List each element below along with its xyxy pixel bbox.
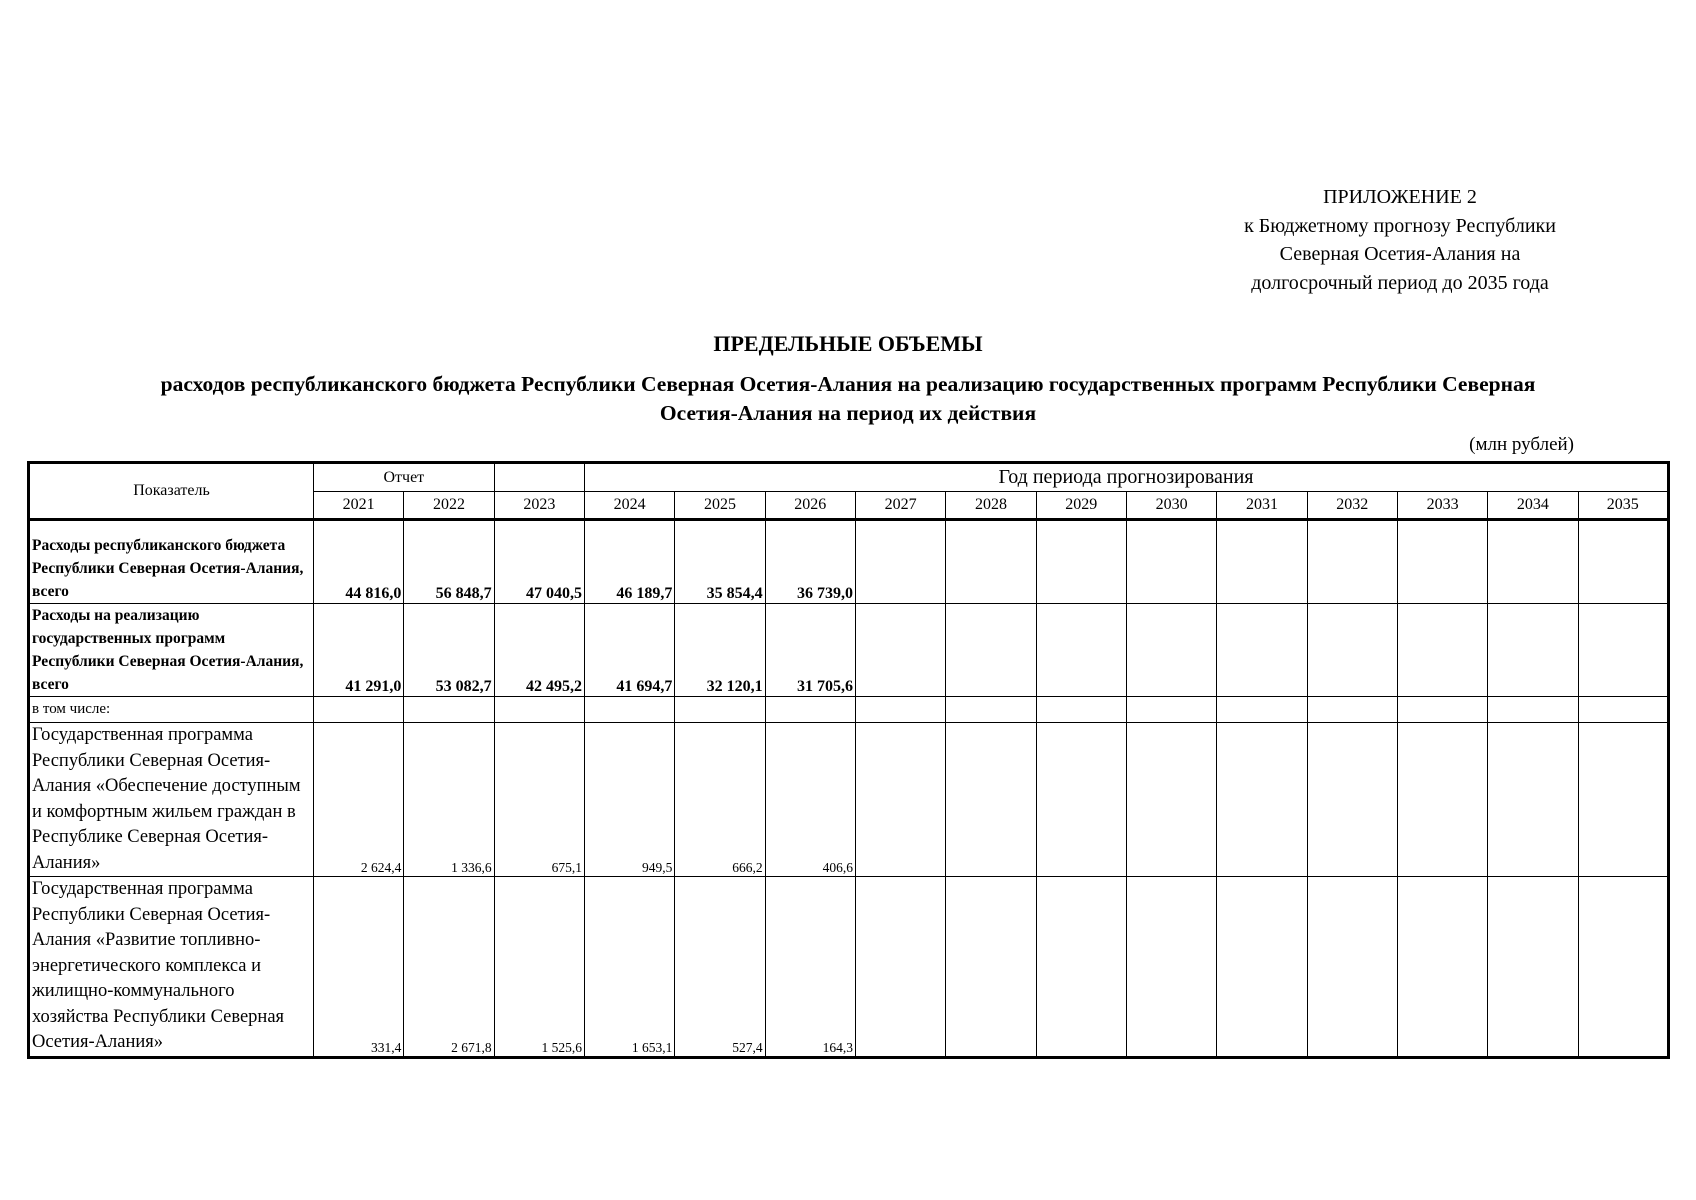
value-cell <box>1126 877 1216 1058</box>
year-header: 2021 <box>314 492 404 520</box>
value-cell <box>1307 723 1397 877</box>
value-cell: 1 653,1 <box>584 877 674 1058</box>
value-cell <box>1307 604 1397 697</box>
value-cell: 1 336,6 <box>404 723 494 877</box>
value-cell <box>1397 520 1487 604</box>
value-cell <box>1578 697 1668 723</box>
value-cell: 41 291,0 <box>314 604 404 697</box>
value-cell: 331,4 <box>314 877 404 1058</box>
value-cell: 42 495,2 <box>494 604 584 697</box>
value-cell <box>675 697 765 723</box>
appendix-line: долгосрочный период до 2035 года <box>1251 271 1549 294</box>
value-cell: 527,4 <box>675 877 765 1058</box>
value-cell <box>1488 604 1578 697</box>
year-header: 2025 <box>675 492 765 520</box>
document-title: ПРЕДЕЛЬНЫЕ ОБЪЕМЫ <box>713 331 983 356</box>
year-header: 2030 <box>1126 492 1216 520</box>
value-cell <box>1578 604 1668 697</box>
value-cell <box>404 697 494 723</box>
table-header-row <box>29 463 1669 492</box>
value-cell <box>855 520 945 604</box>
value-cell <box>765 697 855 723</box>
document-subtitle <box>70 370 1626 428</box>
year-header: 2024 <box>584 492 674 520</box>
year-header: 2028 <box>946 492 1036 520</box>
value-cell: 36 739,0 <box>765 520 855 604</box>
value-cell <box>1126 520 1216 604</box>
value-cell <box>1126 697 1216 723</box>
value-cell <box>1036 723 1126 877</box>
year-header: 2032 <box>1307 492 1397 520</box>
table-row <box>29 604 1669 697</box>
table-body <box>29 520 1669 1058</box>
value-cell: 47 040,5 <box>494 520 584 604</box>
units-label: (млн рублей) <box>1469 434 1574 455</box>
value-cell: 35 854,4 <box>675 520 765 604</box>
value-cell <box>1578 877 1668 1058</box>
year-header: 2029 <box>1036 492 1126 520</box>
value-cell <box>1307 520 1397 604</box>
value-cell <box>1217 697 1307 723</box>
subtitle-line: расходов республиканского бюджета Республики Северная Осетия-Алания на реализацию государственных программ Республики Северная <box>160 372 1536 396</box>
table-row <box>29 697 1669 723</box>
value-cell <box>946 604 1036 697</box>
value-cell <box>1397 697 1487 723</box>
value-cell <box>946 877 1036 1058</box>
year-header: 2027 <box>855 492 945 520</box>
row-label: Расходы на реализацию государственных программ Республики Северная Осетия-Алания, всего <box>29 604 314 697</box>
value-cell <box>1488 877 1578 1058</box>
value-cell <box>946 520 1036 604</box>
value-cell <box>1217 604 1307 697</box>
value-cell: 32 120,1 <box>675 604 765 697</box>
value-cell <box>1126 604 1216 697</box>
value-cell <box>946 723 1036 877</box>
forecast-header: Год периода прогнозирования <box>584 463 1668 492</box>
value-cell: 406,6 <box>765 723 855 877</box>
value-cell <box>494 697 584 723</box>
empty-header-cell <box>494 463 584 492</box>
value-cell <box>1488 697 1578 723</box>
row-label: Государственная программа Республики Северная Осетия-Алания «Обеспечение доступным и комфортным жильем граждан в Республике Северная Осетия-Алания» <box>29 723 314 877</box>
value-cell <box>1036 604 1126 697</box>
value-cell <box>1397 877 1487 1058</box>
value-cell <box>1578 520 1668 604</box>
value-cell <box>855 723 945 877</box>
value-cell <box>1397 723 1487 877</box>
value-cell: 56 848,7 <box>404 520 494 604</box>
value-cell: 2 671,8 <box>404 877 494 1058</box>
value-cell: 949,5 <box>584 723 674 877</box>
value-cell <box>946 697 1036 723</box>
value-cell <box>314 697 404 723</box>
year-header: 2033 <box>1397 492 1487 520</box>
row-label: Расходы республиканского бюджета Республики Северная Осетия-Алания, всего <box>29 520 314 604</box>
year-header: 2035 <box>1578 492 1668 520</box>
value-cell <box>855 877 945 1058</box>
table-row <box>29 877 1669 1058</box>
year-header: 2022 <box>404 492 494 520</box>
value-cell <box>1488 723 1578 877</box>
value-cell <box>1578 723 1668 877</box>
row-label: Государственная программа Республики Северная Осетия-Алания «Развитие топливно-энергетического комплекса и жилищно-коммунального хозяйства Республики Северная Осетия-Алания» <box>29 877 314 1058</box>
report-header: Отчет <box>314 463 495 492</box>
table-row <box>29 723 1669 877</box>
value-cell <box>1036 877 1126 1058</box>
value-cell: 31 705,6 <box>765 604 855 697</box>
value-cell <box>1307 697 1397 723</box>
value-cell <box>1307 877 1397 1058</box>
year-header: 2026 <box>765 492 855 520</box>
value-cell <box>1036 697 1126 723</box>
table-row <box>29 520 1669 604</box>
value-cell: 44 816,0 <box>314 520 404 604</box>
value-cell <box>1217 723 1307 877</box>
value-cell <box>855 697 945 723</box>
year-header: 2031 <box>1217 492 1307 520</box>
value-cell: 53 082,7 <box>404 604 494 697</box>
appendix-block <box>1210 183 1590 297</box>
subtitle-line: Осетия-Алания на период их действия <box>659 401 1037 425</box>
value-cell <box>1217 877 1307 1058</box>
year-header: 2034 <box>1488 492 1578 520</box>
value-cell <box>1217 520 1307 604</box>
appendix-line: к Бюджетному прогнозу Республики <box>1244 214 1556 237</box>
value-cell <box>1397 604 1487 697</box>
appendix-line: Северная Осетия-Алания на <box>1279 243 1521 265</box>
value-cell: 1 525,6 <box>494 877 584 1058</box>
indicator-header: Показатель <box>29 463 314 520</box>
value-cell: 41 694,7 <box>584 604 674 697</box>
year-header: 2023 <box>494 492 584 520</box>
value-cell <box>855 604 945 697</box>
value-cell: 675,1 <box>494 723 584 877</box>
value-cell: 46 189,7 <box>584 520 674 604</box>
row-label: в том числе: <box>29 697 314 723</box>
value-cell: 164,3 <box>765 877 855 1058</box>
value-cell <box>1126 723 1216 877</box>
appendix-line: ПРИЛОЖЕНИЕ 2 <box>1323 186 1477 208</box>
value-cell <box>1036 520 1126 604</box>
value-cell <box>584 697 674 723</box>
budget-table <box>27 461 1670 1059</box>
value-cell: 666,2 <box>675 723 765 877</box>
value-cell <box>1488 520 1578 604</box>
value-cell: 2 624,4 <box>314 723 404 877</box>
